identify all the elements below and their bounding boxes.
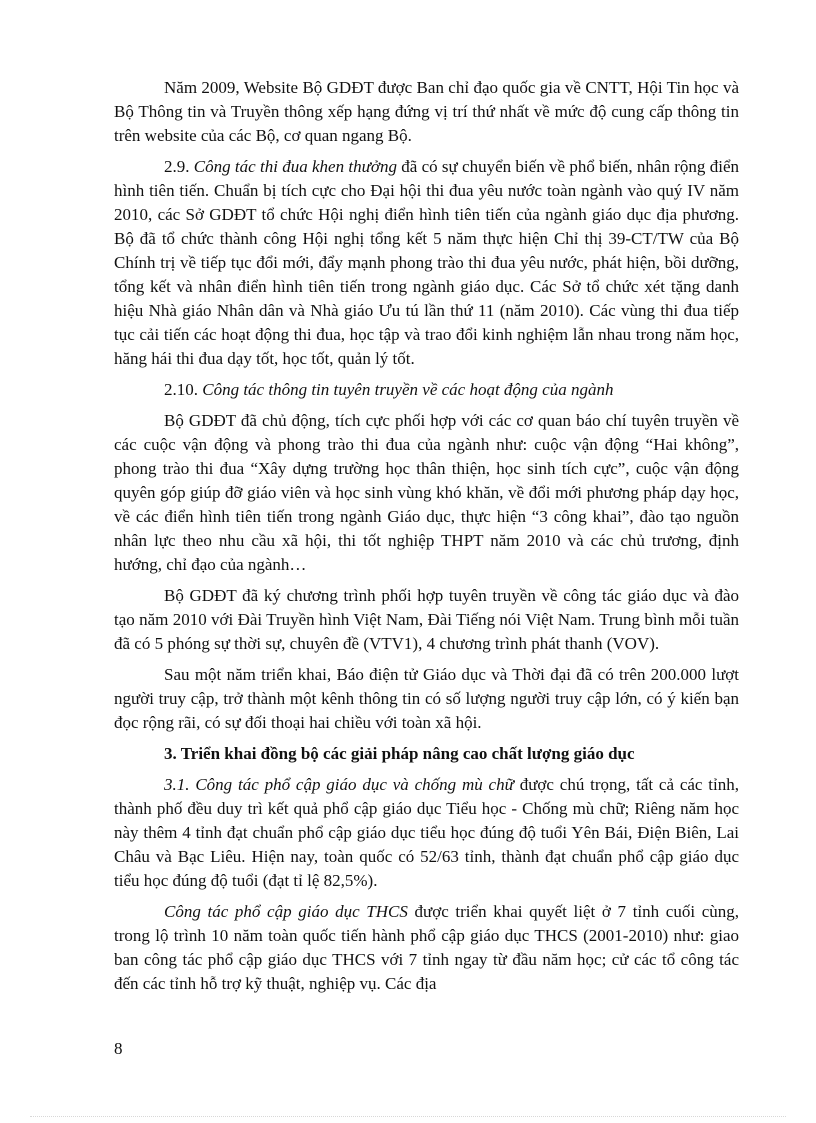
section-title: Công tác phổ cập giáo dục THCS [164, 902, 408, 921]
paragraph-press-cooperation: Bộ GDĐT đã chủ động, tích cực phối hợp với các cơ quan báo chí tuyên truyền về các cuộc vận động và phong trào thi đua của ngành như: cuộc vận động “Hai không”, phong trào thi đua “Xây dựng trường học thân thiện, học sinh tích cực”, cuộc vận động quyên góp giúp đỡ giáo viên và học sinh vùng khó khăn, về đổi mới phương pháp dạy học, về các điển hình tiên tiến trong ngành Giáo dục, thực hiện “3 công khai”, đào tạo nguồn nhân lực theo nhu cầu xã hội, thi tốt nghiệp THPT năm 2010 và các chủ trương, định hướng, chỉ đạo của ngành… [114, 411, 739, 574]
section-number: 2.9. [164, 157, 190, 176]
paragraph-text: được chú trọng, tất cả các tỉnh, thành phố đều duy trì kết quả phổ cập giáo dục Tiểu học - Chống mù chữ; Riêng năm học này thêm 4 tỉnh đạt chuẩn phổ cập giáo dục tiểu học đúng độ tuổi Yên Bái, Điện Biên, Lai Châu và Bạc Liêu. Hiện nay, toàn quốc có 52/63 tỉnh, thành đạt chuẩn phổ cập giáo dục tiểu học đúng độ tuổi (đạt tỉ lệ 82,5%). [114, 775, 740, 890]
paragraph-online-newspaper: Sau một năm triển khai, Báo điện tử Giáo dục và Thời đại đã có trên 200.000 lượt người truy cập, trở thành một kênh thông tin có số lượng người truy cập lớn, có ý kiến bạn đọc rộng rãi, có sự đối thoại hai chiều với toàn xã hội. [114, 665, 739, 732]
page-number: 8 [114, 1039, 123, 1058]
paragraph-secondary-education [114, 900, 739, 996]
section-number: 2.10. [164, 380, 198, 399]
footer-divider [30, 1116, 786, 1117]
paragraph-emulation-rewards [114, 155, 739, 371]
paragraph-text: được triển khai quyết liệt ở 7 tỉnh cuối cùng, trong lộ trình 10 năm toàn quốc tiến hành phổ cập giáo dục THCS (2001-2010) như: giao ban công tác phổ cập giáo dục THCS với 7 tỉnh ngay từ đầu năm học; cử các tổ công tác đến các tỉnh hỗ trợ kỹ thuật, nghiệp vụ. Các địa [114, 902, 739, 993]
page-body [114, 76, 739, 1003]
section-title: 3.1. Công tác phổ cập giáo dục và chống mù chữ [164, 775, 514, 794]
paragraph-text: đã có sự chuyển biến về phổ biến, nhân rộng điển hình tiên tiến. Chuẩn bị tích cực cho Đại hội thi đua yêu nước toàn ngành vào quý IV năm 2010, các Sở GDĐT tổ chức Hội nghị điển hình tiên tiến của ngành giáo dục địa phương. Bộ đã tổ chức thành công Hội nghị tổng kết 5 năm thực hiện Chỉ thị 39-CT/TW của Bộ Chính trị về tiếp tục đổi mới, đẩy mạnh phong trào thi đua yêu nước, phát hiện, bồi dưỡng, tổng kết và nhân điển hình tiên tiến trong ngành giáo dục. Các Sở tổ chức xét tặng danh hiệu Nhà giáo Nhân dân và Nhà giáo Ưu tú lần thứ 11 (năm 2010). Các vùng thi đua tiếp tục cải tiến các hoạt động thi đua, học tập và trao đổi kinh nghiệm lẫn nhau trong năm học, hăng hái thi đua dạy tốt, học tốt, quản lý tốt. [114, 157, 739, 368]
paragraph-broadcast-program: Bộ GDĐT đã ký chương trình phối hợp tuyên truyền về công tác giáo dục và đào tạo năm 2010 với Đài Truyền hình Việt Nam, Đài Tiếng nói Việt Nam. Trung bình mỗi tuần đã có 5 phóng sự thời sự, chuyên đề (VTV1), 4 chương trình phát thanh (VOV). [114, 586, 739, 653]
paragraph-communications-heading [114, 378, 739, 402]
paragraph-website-ranking: Năm 2009, Website Bộ GDĐT được Ban chỉ đạo quốc gia về CNTT, Hội Tin học và Bộ Thông tin và Truyền thông xếp hạng đứng vị trí thứ nhất về mức độ cung cấp thông tin trên website của các Bộ, cơ quan ngang Bộ. [114, 78, 739, 145]
section-heading-3: 3. Triển khai đồng bộ các giải pháp nâng cao chất lượng giáo dục [164, 744, 635, 763]
section-title: Công tác thông tin tuyên truyền về các hoạt động của ngành [202, 380, 614, 399]
section-title: Công tác thi đua khen thưởng [193, 157, 397, 176]
paragraph-universal-education [114, 773, 739, 893]
